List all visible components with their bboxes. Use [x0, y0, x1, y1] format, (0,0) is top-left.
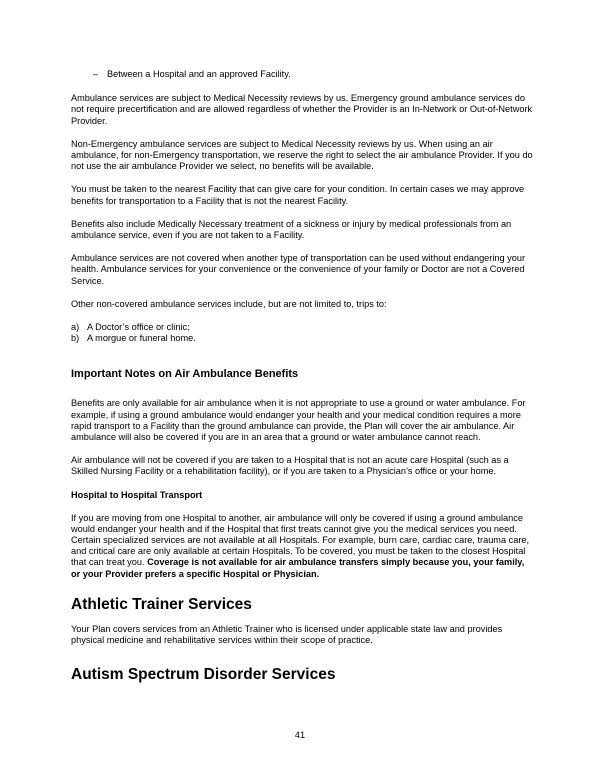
air-ambulance-heading: Important Notes on Air Ambulance Benefits: [71, 368, 299, 381]
hospital-transport-heading: Hospital to Hospital Transport: [71, 489, 203, 500]
list-letter: b): [71, 333, 80, 344]
trip-list: [71, 322, 533, 344]
paragraph-medical-necessity: Ambulance services are subject to Medical Necessity reviews by us. Emergency ground ambulance services do not require precertification and are allowed regardless of whether the Provider is an In-Network or Out-of-Network Provider.: [71, 93, 533, 126]
page-number: 41: [294, 730, 306, 740]
paragraph-other-non-covered: Other non-covered ambulance services include, but are not limited to, trips to:: [71, 298, 387, 309]
paragraph-air-not-covered: Air ambulance will not be covered if you are taken to a Hospital that is not an acute care Hospital (such as a Skilled Nursing Facility or a rehabilitation facility), or if you are taken to a Physician’s office or your home.: [71, 455, 509, 477]
list-letter: a): [71, 322, 80, 333]
hospital-transport-text: If you are moving from one Hospital to another, air ambulance will only be covered if using a ground ambulance would endanger your health and if the Hospital that first treats cannot give you the medical services you need. Certain specialized services are not available at all Hospitals. For example, burn care, cardiac care, trauma care, and critical care are only available at certain Hospitals. To be covered, you must be taken to the closest Hospital that can treat you.: [71, 512, 530, 568]
paragraph-not-covered: Ambulance services are not covered when another type of transportation can be used without endangering your health. Ambulance services for your convenience or the convenience of your family or Doctor are not a Covered Service.: [71, 253, 526, 286]
list-item: [71, 333, 533, 344]
dash-bullet: –: [93, 69, 99, 79]
paragraph-athletic-trainer: Your Plan covers services from an Athletic Trainer who is licensed under applicable state law and provides physical medicine and rehabilitative services within their scope of practice.: [71, 623, 503, 646]
paragraph-treatment: Benefits also include Medically Necessary treatment of a sickness or injury by medical professionals from an ambulance service, even if you are not taken to a Facility.: [71, 218, 512, 241]
page-content: [71, 69, 533, 694]
paragraph-air-availability: Benefits are only available for air ambulance when it is not appropriate to use a ground or water ambulance. For example, if using a ground ambulance would endanger your health and your medical condition requires a more rapid transport to a Facility than the ground ambulance can provide, the Plan will cover the air ambulance. Air ambulance will also be covered if you are in an area that a ground or water ambulance cannot reach.: [71, 398, 526, 443]
paragraph-non-emergency: Non-Emergency ambulance services are subject to Medical Necessity reviews by us. When using an air ambulance, for non-Emergency transportation, we reserve the right to select the air ambulance Provider. If you do not use the air ambulance Provider we select, no benefits will be available.: [71, 138, 533, 172]
list-item: [71, 322, 533, 333]
hospital-transport-bold: Coverage is not available for air ambulance transfers simply because you, your family, or your Provider prefers a specific Hospital or Physician.: [71, 557, 525, 579]
dash-item-text: Between a Hospital and an approved Facility.: [107, 69, 291, 79]
list-text: A morgue or funeral home.: [87, 333, 196, 344]
autism-heading: Autism Spectrum Disorder Services: [71, 666, 336, 684]
athletic-trainer-heading: Athletic Trainer Services: [71, 595, 252, 613]
paragraph-hospital-transport: [71, 513, 533, 580]
list-text: A Doctor’s office or clinic;: [87, 322, 190, 333]
paragraph-nearest-facility: You must be taken to the nearest Facility that can give care for your condition. In certain cases we may approve benefits for transportation to a Facility that is not the nearest Facility.: [71, 184, 525, 206]
dash-list-item: [93, 69, 533, 80]
